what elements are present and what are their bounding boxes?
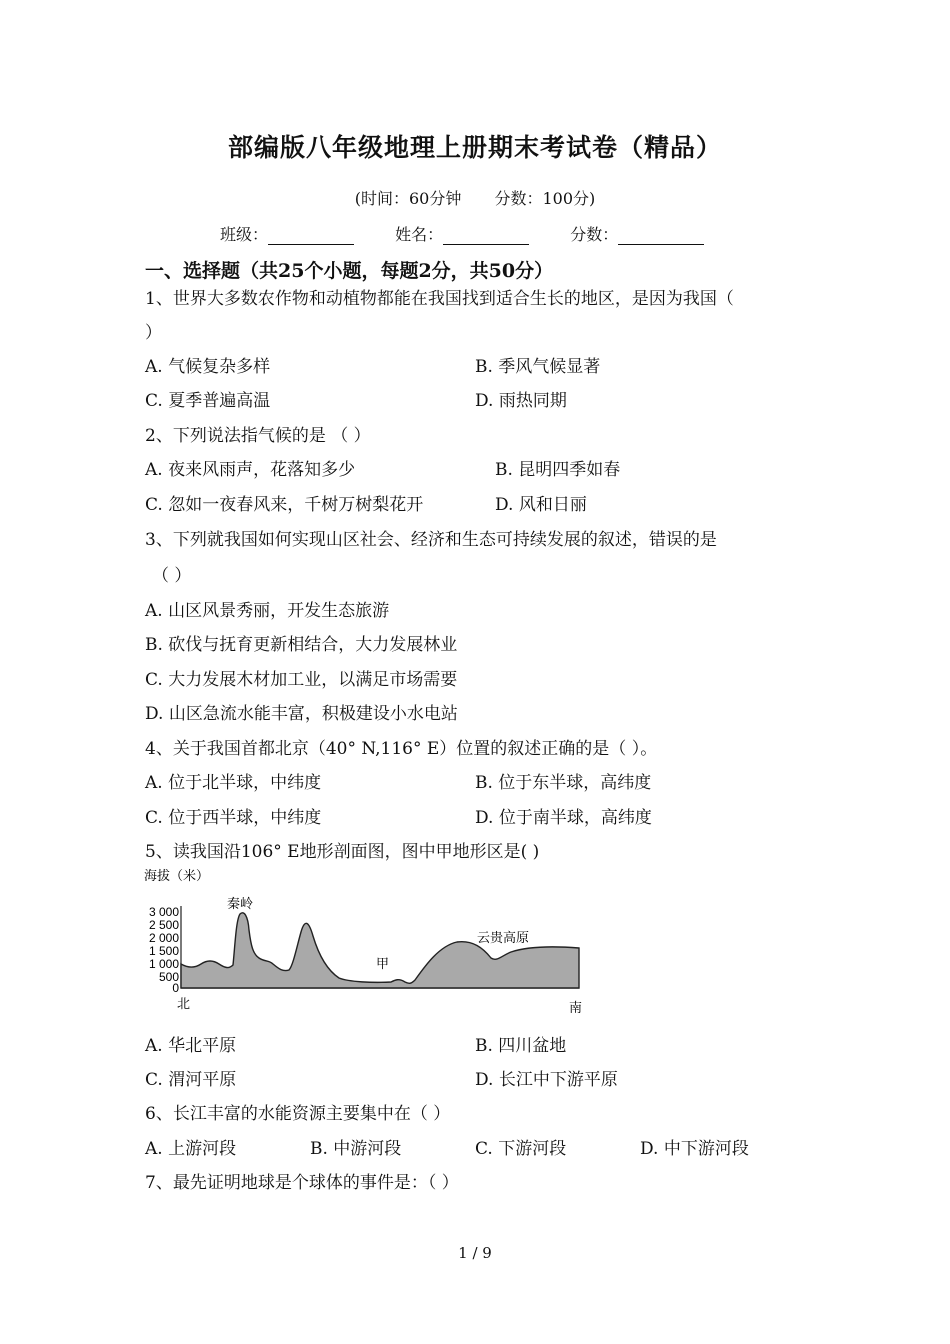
page-number: 1 / 9 — [458, 1244, 492, 1262]
label-south: 南 — [569, 1000, 583, 1014]
label-jia: 甲 — [376, 956, 390, 971]
q6-option-a[interactable]: A. 上游河段 — [145, 1139, 237, 1159]
class-field[interactable]: 班级： — [220, 222, 354, 245]
ytick-1500: 1 500 — [148, 944, 179, 958]
q6-option-d[interactable]: D. 中下游河段 — [640, 1139, 749, 1159]
q1-option-d[interactable]: D. 雨热同期 — [475, 391, 567, 411]
q5-option-a[interactable]: A. 华北平原 — [145, 1036, 237, 1056]
q4-option-d[interactable]: D. 位于南半球，高纬度 — [475, 808, 652, 828]
time-info: (时间：60分钟 — [354, 189, 462, 208]
question-3-stem-end: （ ） — [152, 566, 192, 586]
ytick-500: 500 — [158, 970, 179, 984]
ytick-3000: 3 000 — [148, 905, 179, 919]
question-5-stem: 5、读我国沿106° E地形剖面图，图中甲地形区是( ) — [145, 842, 540, 862]
q3-option-a[interactable]: A. 山区风景秀丽，开发生态旅游 — [145, 601, 390, 621]
exam-info — [0, 186, 950, 209]
figure-ylabel: 海拔（米） — [144, 868, 210, 883]
ytick-0: 0 — [172, 981, 179, 995]
q2-option-a[interactable]: A. 夜来风雨声，花落知多少 — [145, 460, 356, 480]
q3-option-c[interactable]: C. 大力发展木材加工业，以满足市场需要 — [145, 670, 458, 690]
question-2-stem: 2、下列说法指气候的是 （ ） — [145, 426, 371, 446]
q5-option-d[interactable]: D. 长江中下游平原 — [475, 1070, 618, 1090]
q3-option-d[interactable]: D. 山区急流水能丰富，积极建设小水电站 — [145, 704, 458, 724]
question-3-stem: 3、下列就我国如何实现山区社会、经济和生态可持续发展的叙述，错误的是 — [145, 530, 717, 550]
q1-option-b[interactable]: B. 季风气候显著 — [475, 357, 601, 377]
q3-option-b[interactable]: B. 砍伐与抚育更新相结合，大力发展林业 — [145, 635, 458, 655]
q5-option-b[interactable]: B. 四川盆地 — [475, 1036, 567, 1056]
question-4-stem: 4、关于我国首都北京（40° N,116° E）位置的叙述正确的是（ ）。 — [145, 739, 658, 759]
ytick-1000: 1 000 — [148, 957, 179, 971]
q2-option-d[interactable]: D. 风和日丽 — [495, 495, 587, 515]
question-7-stem: 7、最先证明地球是个球体的事件是：（ ） — [145, 1173, 459, 1193]
q6-option-c[interactable]: C. 下游河段 — [475, 1139, 567, 1159]
score-info: 分数：100分) — [494, 189, 596, 208]
student-fields — [220, 222, 740, 245]
q1-option-a[interactable]: A. 气候复杂多样 — [145, 357, 271, 377]
q4-option-a[interactable]: A. 位于北半球，中纬度 — [145, 773, 322, 793]
q1-option-c[interactable]: C. 夏季普遍高温 — [145, 391, 271, 411]
q5-option-c[interactable]: C. 渭河平原 — [145, 1070, 237, 1090]
q6-option-b[interactable]: B. 中游河段 — [310, 1139, 402, 1159]
q4-option-b[interactable]: B. 位于东半球，高纬度 — [475, 773, 652, 793]
label-qinling: 秦岭 — [227, 896, 254, 911]
terrain-profile — [181, 913, 579, 988]
section-heading: 一、选择题（共25个小题，每题2分，共50分） — [145, 260, 554, 282]
question-1-stem-end: ） — [145, 323, 162, 343]
q2-option-b[interactable]: B. 昆明四季如春 — [495, 460, 621, 480]
question-1-stem: 1、世界大多数农作物和动植物都能在我国找到适合生长的地区，是因为我国（ — [145, 289, 734, 309]
q4-option-c[interactable]: C. 位于西半球，中纬度 — [145, 808, 322, 828]
q2-option-c[interactable]: C. 忽如一夜春风来，千树万树梨花开 — [145, 495, 424, 515]
ytick-2000: 2 000 — [148, 931, 179, 945]
ytick-2500: 2 500 — [148, 918, 179, 932]
terrain-profile-figure — [143, 866, 593, 1014]
question-6-stem: 6、长江丰富的水能资源主要集中在（ ） — [145, 1104, 451, 1124]
label-north: 北 — [177, 996, 191, 1011]
score-field[interactable]: 分数： — [570, 222, 704, 245]
label-yungui: 云贵高原 — [477, 930, 530, 945]
name-field[interactable]: 姓名： — [395, 222, 529, 245]
page-title: 部编版八年级地理上册期末考试卷（精品） — [227, 133, 722, 162]
